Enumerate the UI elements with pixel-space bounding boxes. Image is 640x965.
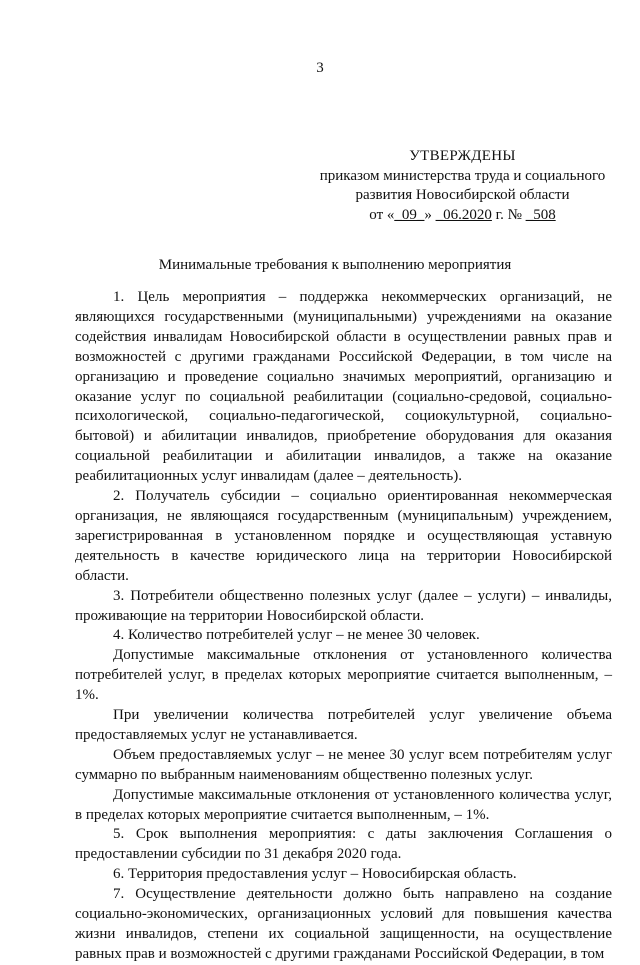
approval-heading: УТВЕРЖДЕНЫ [409, 148, 516, 164]
approval-stamp-block [300, 147, 625, 225]
paragraph-1: 1. Цель мероприятия – поддержка некоммерческих организаций, не являющихся государственными (муниципальными) учреждениями на оказание содействия инвалидам Новосибирской области в осуществлении равных прав и возможностей с другими гражданами Российской Федерации, в том числе на организацию и проведение социально значимых мероприятий, организацию и оказание услуг по социальной реабилитации (социально-средовой, социально-психологической, социально-педагогической, социокультурной, социально-бытовой) и абилитации инвалидов, приобретение оборудования для оказания социальной реабилитации и абилитации инвалидов, а также на оказание реабилитационных услуг инвалидам (далее – деятельность). [75, 289, 612, 485]
page-number: 3 [316, 60, 324, 76]
paragraph-4: 4. Количество потребителей услуг – не менее 30 человек. [113, 627, 480, 644]
paragraph-8: Допустимые максимальные отклонения от установленного количества услуг, в пределах которых мероприятие считается выполненным, – 1%. [75, 786, 612, 823]
approval-year-suffix: г. № [491, 206, 526, 223]
approval-line-2: развития Новосибирской области [355, 187, 570, 203]
paragraph-6: При увеличении количества потребителей услуг увеличение объема предоставляемых услуг не устанавливается. [75, 707, 612, 743]
document-title: Минимальные требования к выполнению мероприятия [158, 257, 512, 273]
approval-date-line [300, 206, 625, 226]
paragraph-2: 2. Получатель субсидии – социально ориентированная некоммерческая организация, не являющаяся государственным (муниципальным) учреждением, зарегистрированная в установленном порядке и осуществляющая уставную деятельность в качестве юридического лица на территории Новосибирской области. [75, 488, 612, 584]
approval-date-prefix: от « [369, 206, 395, 223]
approval-line-1: приказом министерства труда и социального [319, 167, 606, 184]
approval-order-number: _508 [525, 206, 556, 223]
document-body [75, 288, 612, 965]
paragraph-10: 6. Территория предоставления услуг – Новосибирская область. [113, 866, 517, 883]
approval-date-mid: » [424, 206, 432, 223]
paragraph-5: Допустимые максимальные отклонения от установленного количества потребителей услуг, в пределах которых мероприятие считается выполненным, – 1%. [75, 647, 612, 704]
approval-day: _09_ [394, 206, 425, 223]
approval-month-year: _06.2020 [435, 206, 492, 223]
paragraph-11: 7. Осуществление деятельности должно быть направлено на создание социально-экономических, организационных условий для повышения качества жизни инвалидов, степени их социальной защищенности, на осуществление равных прав и возможностей с другими гражданами Российской Федерации, в том [75, 886, 612, 962]
paragraph-9: 5. Срок выполнения мероприятия: с даты заключения Соглашения о предоставлении субсидии по 31 декабря 2020 года. [75, 826, 612, 863]
paragraph-7: Объем предоставляемых услуг – не менее 30 услуг всем потребителям услуг суммарно по выбранным наименованиям общественно полезных услуг. [75, 746, 612, 783]
paragraph-3: 3. Потребители общественно полезных услуг (далее – услуги) – инвалиды, проживающие на территории Новосибирской области. [75, 587, 612, 624]
